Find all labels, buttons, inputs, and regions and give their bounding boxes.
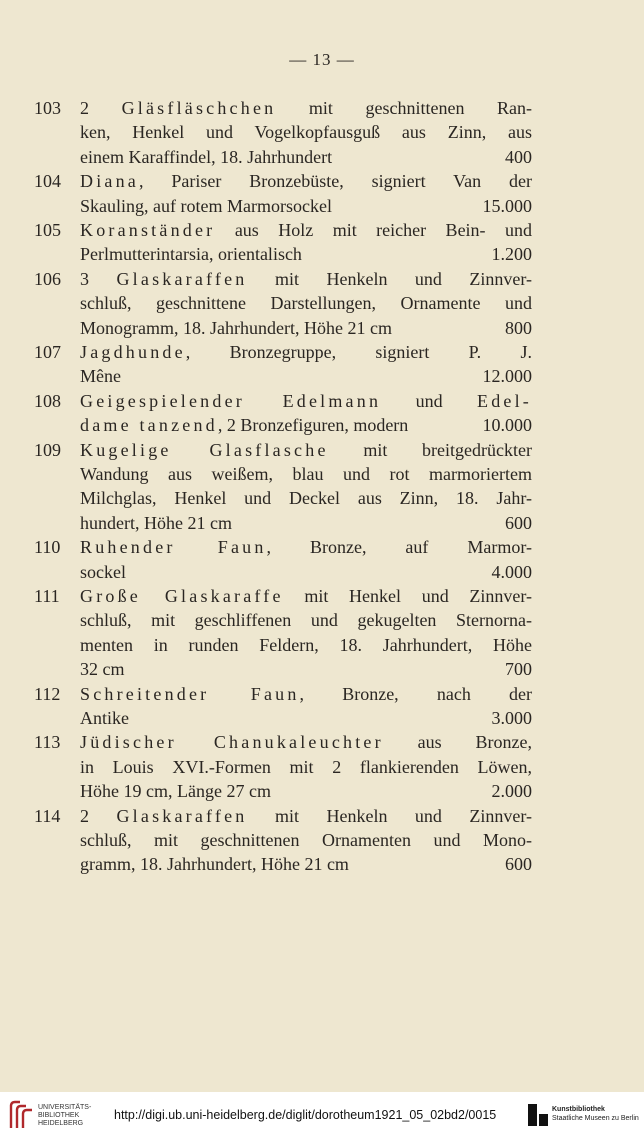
entry-line-text	[80, 657, 125, 681]
entry-description	[80, 682, 532, 731]
text-segment: schluß, mit geschliffenen und gekugelten Sternorna-	[80, 610, 532, 631]
text-segment: mit Henkeln und Zinnver-	[247, 805, 532, 826]
university-library-name	[38, 1104, 91, 1128]
spaced-title-text: Koranständer	[80, 220, 216, 240]
entry-price: 400	[505, 146, 532, 167]
entry-line	[80, 438, 532, 462]
entry-line	[80, 706, 532, 730]
library-name-line: UNIVERSITÄTS-	[38, 1104, 92, 1111]
entry-line	[80, 364, 532, 388]
university-library-logo-icon	[8, 1100, 34, 1130]
text-segment: mit Henkel und Zinnver-	[283, 586, 532, 606]
entry-line-text	[80, 488, 532, 508]
text-segment: sockel	[80, 561, 126, 582]
text-segment: 32 cm	[80, 659, 125, 680]
text-segment: mit Henkeln und Zinnver-	[247, 268, 532, 289]
entry-line-text	[80, 806, 532, 826]
entry-line-text	[80, 293, 532, 313]
kb-name-line: Staatliche Museen zu Berlin	[552, 1115, 639, 1122]
entry-number: 104	[34, 171, 61, 192]
spaced-title-text: Schreitender Faun	[80, 683, 300, 704]
spaced-title-text: dame tanzend	[80, 415, 218, 436]
entry-line	[80, 657, 532, 681]
entry-number: 110	[34, 537, 61, 558]
entry-number: 108	[34, 390, 61, 411]
entry-line-text	[80, 413, 408, 437]
entry-line	[80, 267, 532, 291]
entry-number: 113	[34, 732, 61, 753]
spaced-title-text: Glaskaraffen	[116, 268, 248, 289]
entry-description	[80, 340, 532, 389]
entry-line	[80, 560, 532, 584]
spaced-title-text: Diana	[80, 171, 139, 192]
entry-line	[80, 779, 532, 803]
entry-line	[80, 120, 532, 144]
entry-line-text	[80, 220, 532, 240]
entry-line-text	[80, 364, 121, 388]
entry-line	[80, 218, 532, 242]
entry-line	[80, 755, 532, 779]
entry-description	[80, 169, 532, 218]
spaced-title-text: Kugelige Glasflasche	[80, 439, 329, 460]
text-segment: Antike	[80, 707, 129, 728]
entry-line	[80, 96, 532, 120]
text-segment: 2	[80, 98, 122, 118]
entry-line-text	[80, 511, 232, 535]
spaced-title-text: Jagdhunde	[80, 342, 186, 362]
text-segment: 3	[80, 268, 117, 289]
entry-line	[80, 633, 532, 657]
entry-line-text	[80, 391, 532, 411]
entry-line-text	[80, 586, 532, 606]
kunstbibliothek-name	[552, 1105, 639, 1123]
entry-line	[80, 852, 532, 876]
text-segment: aus Holz mit reicher Bein- und	[215, 220, 532, 240]
entry-line-text	[80, 852, 349, 876]
entry-line	[80, 194, 532, 218]
entry-line-text	[80, 537, 532, 557]
entry-line	[80, 535, 532, 559]
text-segment: menten in runden Feldern, 18. Jahrhundert, Höhe	[80, 634, 532, 655]
entry-description	[80, 535, 532, 584]
text-segment: , Bronzegruppe, signiert P. J.	[185, 342, 532, 362]
entry-line-text	[80, 269, 532, 289]
entry-line-text	[80, 122, 532, 142]
entry-description	[80, 438, 532, 536]
footer-bar	[0, 1092, 644, 1140]
entry-line-text	[80, 464, 532, 484]
entry-line-text	[80, 610, 532, 630]
entry-description	[80, 730, 532, 803]
text-segment: , 2 Bronzefiguren, modern	[217, 415, 409, 436]
entry-line	[80, 145, 532, 169]
entry-line	[80, 169, 532, 193]
spaced-title-text: Glaskaraffen	[116, 805, 248, 826]
spaced-title-text: Große Glaskaraffe	[80, 586, 284, 606]
entry-price: 700	[505, 659, 532, 680]
entry-line	[80, 316, 532, 340]
spaced-title-text: Gläsfläschchen	[121, 98, 277, 118]
entry-line-text	[80, 757, 532, 777]
entry-price: 4.000	[491, 561, 532, 582]
entry-line	[80, 291, 532, 315]
entry-line	[80, 242, 532, 266]
entry-line-text	[80, 171, 532, 191]
entry-line	[80, 340, 532, 364]
entry-line	[80, 828, 532, 852]
entry-line	[80, 413, 532, 437]
entry-line-text	[80, 98, 532, 118]
entry-description	[80, 804, 532, 877]
entry-line-text	[80, 440, 532, 460]
text-segment: Höhe 19 cm, Länge 27 cm	[80, 781, 271, 802]
text-segment: , Bronze, nach der	[299, 683, 532, 704]
text-segment: mit geschnittenen Ran-	[276, 98, 532, 118]
library-name-line: BIBLIOTHEK	[38, 1112, 80, 1119]
entry-number: 109	[34, 439, 61, 460]
entry-price: 600	[505, 854, 532, 875]
text-segment: Monogramm, 18. Jahrhundert, Höhe 21 cm	[80, 317, 392, 338]
text-segment: 2	[80, 805, 117, 826]
entry-line-text	[80, 830, 532, 850]
text-segment: einem Karaffindel, 18. Jahrhundert	[80, 146, 333, 167]
entry-price: 10.000	[482, 415, 532, 436]
entry-line	[80, 389, 532, 413]
entry-number: 114	[34, 805, 61, 826]
entry-price: 800	[505, 317, 532, 338]
entry-number: 105	[34, 220, 61, 240]
text-segment: schluß, mit geschnittenen Ornamenten und Mono-	[80, 829, 532, 850]
spaced-title-text: Edel-	[477, 390, 532, 411]
entry-line-text	[80, 779, 271, 803]
text-segment: Perlmutterintarsia, orientalisch	[80, 244, 302, 265]
spaced-title-text: Geigespielender Edelmann	[80, 390, 382, 411]
text-segment: Skauling, auf rotem Marmorsockel	[80, 195, 332, 216]
text-segment: , Bronze, auf Marmor-	[266, 537, 532, 558]
entry-line	[80, 608, 532, 632]
entry-line-text	[80, 706, 129, 730]
entry-line-text	[80, 732, 532, 752]
text-segment: aus Bronze,	[383, 732, 532, 753]
entry-price: 15.000	[482, 195, 532, 216]
kunstbibliothek-logo-icon	[528, 1104, 548, 1126]
entry-line	[80, 730, 532, 754]
text-segment: mit breitgedrückter	[328, 439, 532, 460]
entry-line	[80, 584, 532, 608]
kb-name-line: Kunstbibliothek	[552, 1106, 605, 1113]
text-segment: Mêne	[80, 366, 121, 387]
text-segment: Wandung aus weißem, blau und rot marmoriertem	[80, 463, 532, 484]
entry-line	[80, 462, 532, 486]
entry-price: 3.000	[491, 707, 532, 728]
entry-line-text	[80, 342, 532, 362]
entry-description	[80, 389, 532, 438]
page-number: — 13 —	[289, 50, 355, 69]
spaced-title-text: Ruhender Faun	[80, 537, 267, 558]
entry-price: 2.000	[491, 781, 532, 802]
entry-line-text	[80, 242, 302, 266]
spaced-title-text: Jüdischer Chanukaleuchter	[80, 732, 384, 753]
entry-description	[80, 267, 532, 340]
entry-line	[80, 511, 532, 535]
entry-description	[80, 218, 532, 267]
entry-line-text	[80, 560, 126, 584]
entry-line-text	[80, 194, 332, 218]
text-segment: schluß, geschnittene Darstellungen, Ornamente und	[80, 293, 532, 314]
entry-line-text	[80, 145, 332, 169]
entry-description	[80, 96, 532, 169]
text-segment: in Louis XVI.-Formen mit 2 flankierenden Löwen,	[80, 756, 532, 777]
entry-number: 107	[34, 342, 61, 362]
library-name-line: HEIDELBERG	[38, 1120, 84, 1127]
text-segment: Milchglas, Henkel und Deckel aus Zinn, 18. Jahr-	[80, 488, 532, 509]
entry-number: 106	[34, 268, 61, 289]
entry-line	[80, 486, 532, 510]
text-segment: hundert, Höhe 21 cm	[80, 512, 232, 533]
entry-description	[80, 584, 532, 682]
entry-line-text	[80, 316, 392, 340]
entry-number: 103	[34, 98, 61, 118]
source-url-link[interactable]: http://digi.ub.uni-heidelberg.de/diglit/dorotheum1921_05_02bd2/0015	[114, 1108, 497, 1122]
entry-line-text	[80, 684, 532, 704]
text-segment: gramm, 18. Jahrhundert, Höhe 21 cm	[80, 854, 349, 875]
entry-price: 1.200	[491, 244, 532, 265]
entry-line	[80, 682, 532, 706]
entry-number: 112	[34, 683, 61, 704]
entry-price: 600	[505, 512, 532, 533]
text-segment: ken, Henkel und Vogelkopfausguß aus Zinn, aus	[80, 122, 532, 143]
entry-line-text	[80, 635, 532, 655]
entry-line	[80, 804, 532, 828]
entry-number: 111	[34, 586, 60, 606]
text-segment: und	[381, 390, 478, 411]
text-segment: , Pariser Bronzebüste, signiert Van der	[138, 171, 532, 192]
entry-price: 12.000	[482, 366, 532, 387]
